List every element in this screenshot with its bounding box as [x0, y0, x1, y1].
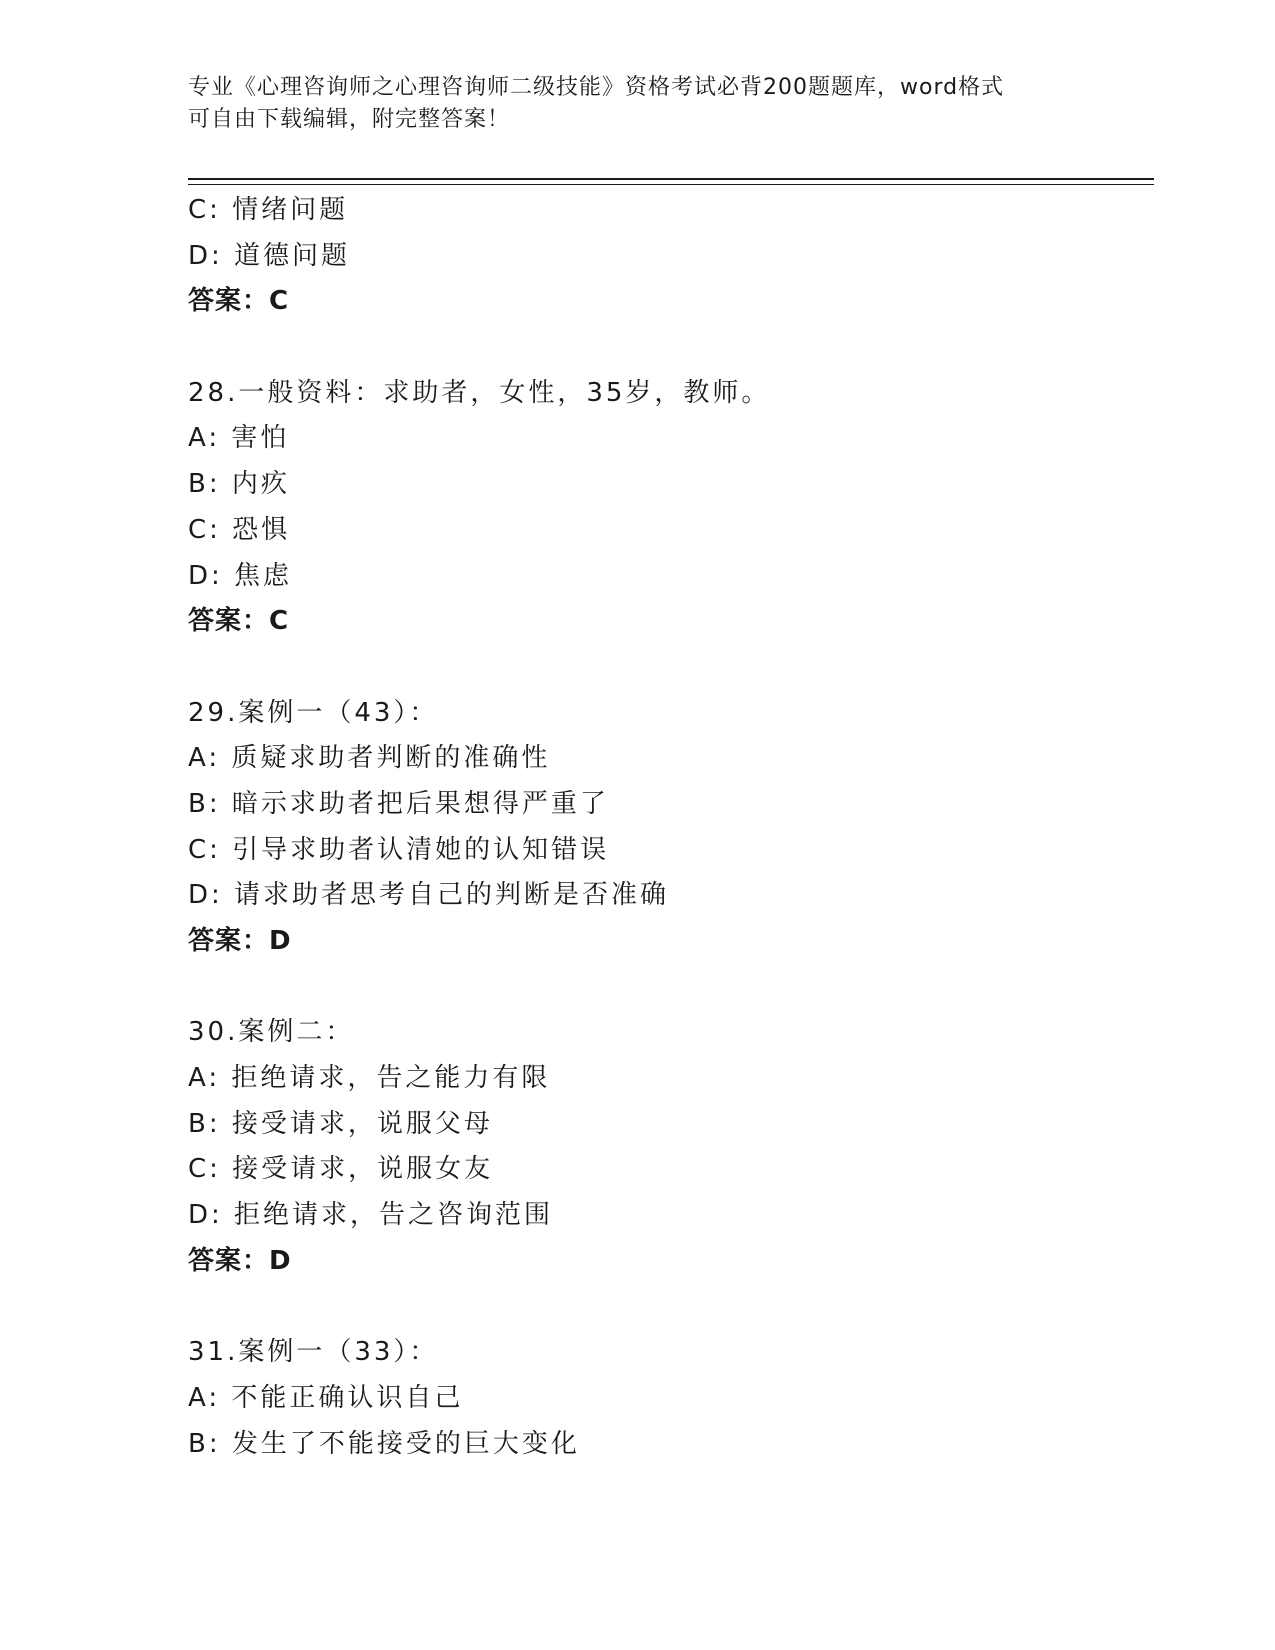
question-carryover [188, 188, 1154, 325]
option-b: B: 内疚 [188, 469, 290, 500]
question-stem: 29.案例一（43）： [188, 697, 439, 728]
option-d: D: 焦虑 [188, 560, 293, 591]
spacer [188, 325, 1154, 371]
option-d: D: 道德问题 [188, 240, 351, 271]
header-divider-thick [188, 178, 1154, 180]
question-30 [188, 1010, 1154, 1284]
option-a: A: 害怕 [188, 423, 290, 454]
option-c: C: 情绪问题 [188, 195, 349, 225]
question-stem: 31.案例一（33）： [188, 1337, 439, 1368]
question-list [188, 188, 1154, 1467]
option-b: B: 发生了不能接受的巨大变化 [188, 1428, 580, 1459]
option-c: C: 引导求助者认清她的认知错误 [188, 834, 610, 865]
option-b: B: 接受请求，说服父母 [188, 1108, 493, 1139]
question-stem: 28.一般资料：求助者，女性，35岁，教师。 [188, 377, 771, 408]
spacer [188, 965, 1154, 1011]
question-stem: 30.案例二： [188, 1017, 355, 1048]
header-title-line-2: 可自由下载编辑，附完整答案！ [188, 107, 511, 132]
document-header [188, 72, 1088, 136]
answer-line: 答案：C [188, 606, 290, 637]
question-31 [188, 1330, 1154, 1467]
spacer [188, 645, 1154, 691]
answer-line: 答案：C [188, 286, 290, 317]
answer-line: 答案：D [188, 1245, 292, 1276]
header-divider-thin [188, 184, 1154, 185]
option-b: B: 暗示求助者把后果想得严重了 [188, 788, 609, 819]
option-a: A: 不能正确认识自己 [188, 1382, 464, 1413]
option-c: C: 恐惧 [188, 514, 291, 545]
option-d: D: 拒绝请求，告之咨询范围 [188, 1200, 554, 1231]
option-a: A: 拒绝请求，告之能力有限 [188, 1063, 551, 1094]
spacer [188, 1285, 1154, 1331]
question-29 [188, 691, 1154, 965]
option-a: A: 质疑求助者判断的准确性 [188, 743, 551, 774]
header-title-line-1: 专业《心理咨询师之心理咨询师二级技能》资格考试必背200题题库，word格式 [188, 75, 1005, 100]
option-c: C: 接受请求，说服女友 [188, 1154, 494, 1185]
answer-line: 答案：D [188, 926, 292, 956]
option-d: D: 请求助者思考自己的判断是否准确 [188, 880, 670, 911]
question-28 [188, 371, 1154, 645]
